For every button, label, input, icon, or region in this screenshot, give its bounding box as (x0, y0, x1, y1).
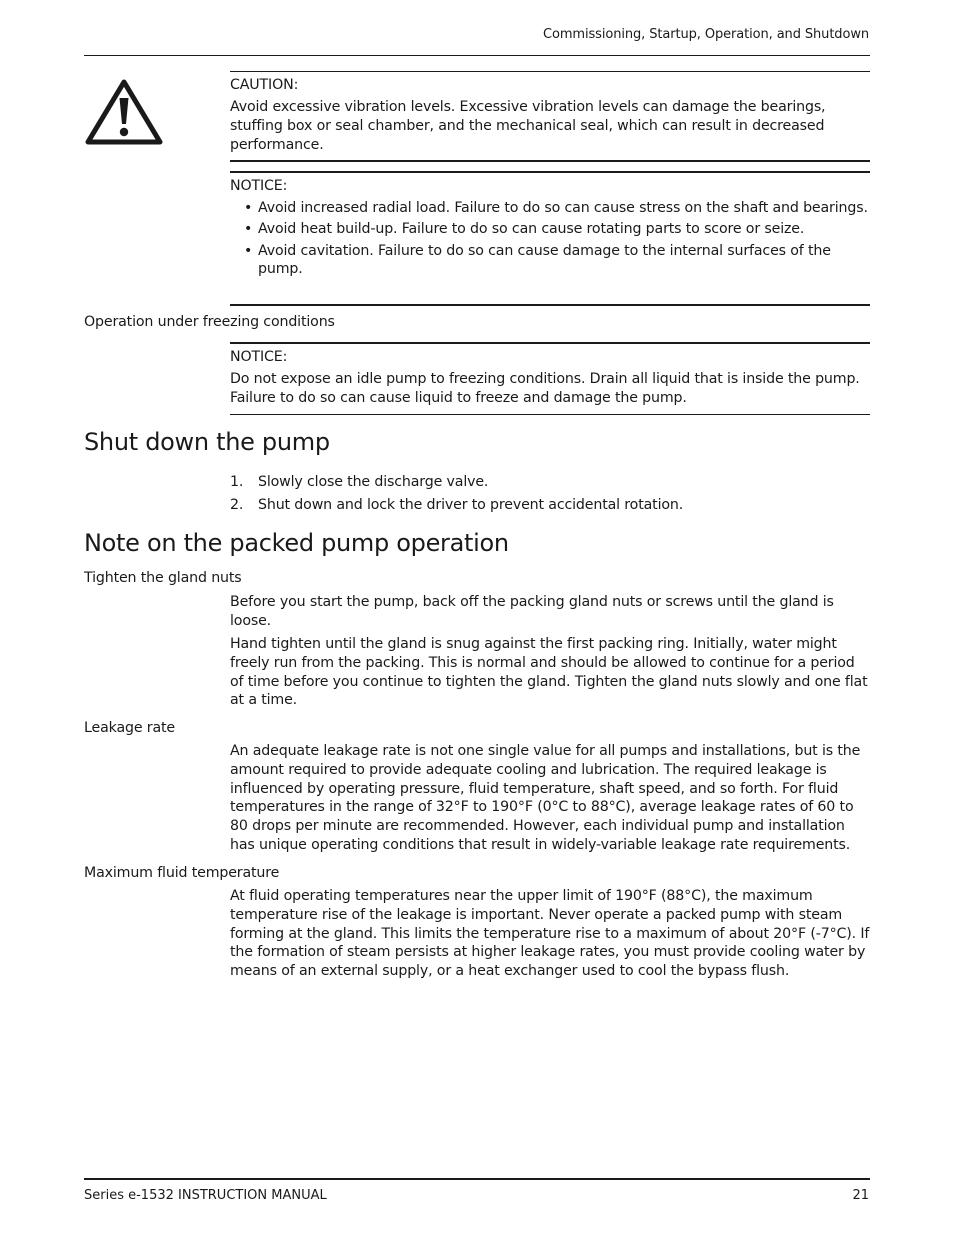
header-rule (84, 55, 870, 56)
notice2-label: NOTICE: (230, 349, 288, 365)
bullet-item: • Avoid increased radial load. Failure to do so can cause stress on the shaft and bearings. (244, 200, 868, 216)
notice1-bottom-rule (230, 304, 870, 306)
tighten-paragraph-2: Hand tighten until the gland is snug against the first packing ring. Initially, water might freely run from the packing. This is normal and should be allowed to continue for a period of time before you continue to tighten the gland. Tighten the gland nuts slowly and one flat at a time. (230, 636, 868, 709)
caution-top-rule (230, 71, 870, 72)
leakage-heading: Leakage rate (84, 720, 176, 736)
step-number: 2. (230, 496, 244, 513)
tighten-paragraph-1: Before you start the pump, back off the packing gland nuts or screws until the gland is loose. (230, 594, 834, 629)
packed-title: Note on the packed pump operation (84, 529, 509, 557)
notice1-label: NOTICE: (230, 178, 288, 194)
page-number: 21 (852, 1188, 869, 1203)
bullet-text: Avoid cavitation. Failure to do so can cause damage to the internal surfaces of the pump. (258, 242, 831, 278)
notice2-text: Do not expose an idle pump to freezing conditions. Drain all liquid that is inside the pump. Failure to do so can cause liquid to freeze and damage the pump. (230, 371, 860, 406)
warning-triangle-icon (84, 78, 164, 146)
maxtemp-heading: Maximum fluid temperature (84, 865, 280, 881)
shutdown-title: Shut down the pump (84, 428, 330, 456)
leakage-paragraph: An adequate leakage rate is not one single value for all pumps and installations, but is the amount required to provide adequate cooling and lubrication. The required leakage is influenced by operating pressure, fluid temperature, shaft speed, and so forth. For fluid temperatures in the range of 32°F to 190°F (0°C to 88°C), average leakage rates of 60 to 80 drops per minute are recommended. However, each individual pump and installation has unique operating conditions that result in widely-variable leakage rate requirements. (230, 743, 861, 853)
step-item (230, 496, 870, 515)
step-number: 1. (230, 474, 244, 490)
caution-bottom-rule (230, 160, 870, 162)
bullet-text: Avoid heat build-up. Failure to do so can cause rotating parts to score or seize. (258, 221, 805, 238)
bullet-item: • Avoid cavitation. Failure to do so can cause damage to the internal surfaces of the pump. (244, 242, 831, 278)
footer-rule (84, 1178, 870, 1180)
caution-text: Avoid excessive vibration levels. Excessive vibration levels can damage the bearings, stuffing box or seal chamber, and the mechanical seal, which can result in decreased performance. (230, 99, 826, 153)
bullet-text: Avoid increased radial load. Failure to do so can cause stress on the shaft and bearings. (258, 200, 868, 216)
notice2-bottom-rule (230, 414, 870, 415)
freezing-heading: Operation under freezing conditions (84, 314, 335, 330)
notice2-top-rule (230, 342, 870, 344)
tighten-heading: Tighten the gland nuts (84, 570, 242, 586)
caution-label: CAUTION: (230, 77, 299, 93)
notice1-top-rule (230, 171, 870, 173)
step-item (230, 473, 870, 492)
step-text: Shut down and lock the driver to prevent accidental rotation. (258, 496, 684, 513)
maxtemp-paragraph: At fluid operating temperatures near the upper limit of 190°F (88°C), the maximum temperature rise of the leakage is important. Never operate a packed pump with steam forming at the gland. This limits the temperature rise to a maximum of about 20°F (-7°C). If the formation of steam persists at higher leakage rates, you must provide cooling water by means of an external supply, or a heat exchanger used to cool the bypass flush. (230, 888, 870, 980)
bullet-item: • Avoid heat build-up. Failure to do so can cause rotating parts to score or seize. (244, 221, 805, 238)
footer-manual-title: Series e-1532 INSTRUCTION MANUAL (84, 1188, 327, 1203)
running-header: Commissioning, Startup, Operation, and Shutdown (543, 27, 869, 42)
step-text: Slowly close the discharge valve. (258, 474, 489, 490)
shutdown-steps (230, 473, 870, 519)
notice1-bullet-list (230, 199, 870, 279)
